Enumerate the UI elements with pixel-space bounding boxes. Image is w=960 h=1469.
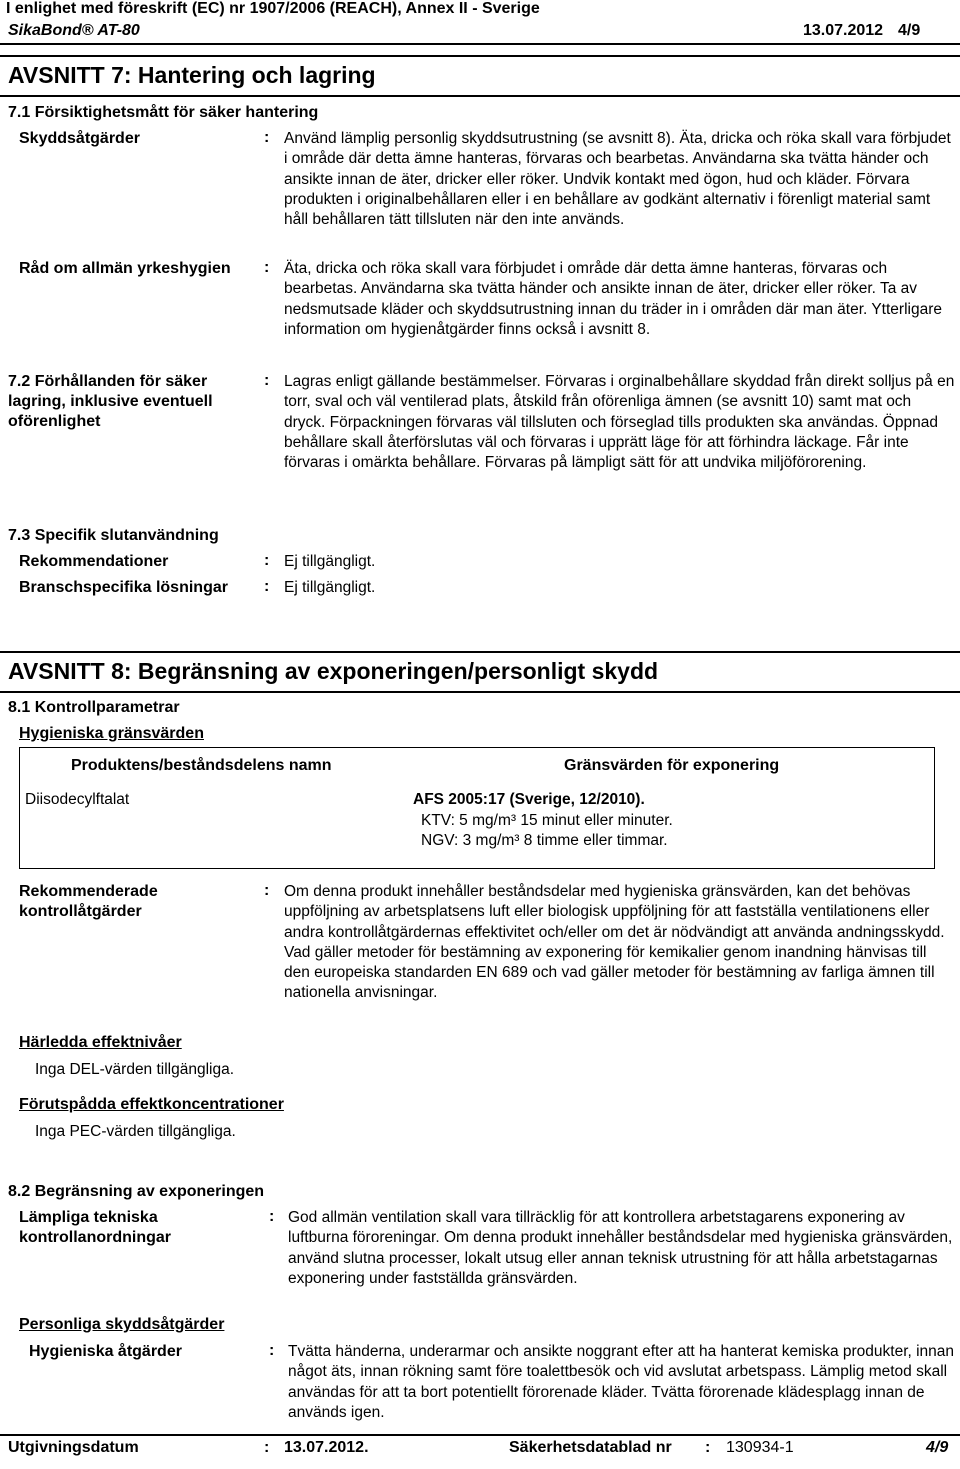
subsection-7-3-title: 7.3 Specifik slutanvändning [8, 527, 219, 544]
colon-separator: : [264, 552, 270, 569]
hygiene-measures-label: Hygieniska åtgärder [29, 1343, 182, 1360]
page-header [0, 0, 960, 43]
sds-number-value: 130934-1 [726, 1439, 794, 1456]
engineering-controls-text: God allmän ventilation skall vara tillräcklig för att kontrollera arbetstagarens exponering av luftburna föroreningar. Om denna produkt innehåller beståndsdelar med hygieniska gränsvärden, använd slutna processer, lokalt utsug eller annan teknisk utrustning för att hålla arbetstagarnas exponering under fastställda gränsvärden. [288, 1209, 953, 1287]
colon-separator: : [269, 1208, 275, 1225]
hygiene-advice-text: Äta, dricka och röka skall vara förbjudet i område där detta ämne hanteras, förvaras och bearbetas. Användarna ska tvätta händer och ansikte innan de äter, dricker eller röker. Ta av nedsmutsade kläder och skyddsutrustning innan du träder in i områden där man äter. Ytterligare information om hygienåtgärder finns också i avsnitt 8. [284, 260, 942, 338]
colon-separator: : [264, 882, 270, 899]
recommendations-text: Ej tillgängligt. [284, 553, 376, 570]
dnel-title: Härledda effektnivåer [19, 1034, 182, 1051]
protective-measures-text: Använd lämplig personlig skyddsutrustning (se avsnitt 8). Äta, dricka och röka skall vara förbjudet i område där detta ämne hanteras, förvaras och bearbetas. Användarna ska tvätta händer och ansikte innan de äter, dricker eller röker. Undvik kontakt med ögon, hud och kläder. Förvara produkten i originalbehållaren eller i en behållare av godkänt alternativ i förenligt material samt håll behållaren tätt tillsluten när den inte används. [284, 130, 951, 229]
section-7-header [0, 55, 960, 97]
recommended-controls-text: Om denna produkt innehåller beståndsdelar med hygieniska gränsvärden, kan det behövas uppföljning av arbetsplatsens luft eller biologisk uppföljning för att fastställa ventilationens eller andra kontrollåtgärdernas effektivitet och/eller om det är nödvändigt att använda andningsskydd. Vad gäller metoder för bestämning av exponering för kemikalier genom inandning hänvisas till den europeiska standarden EN 689 och vad gäller metoder för bestämning av farliga ämnen till nationella anvisningar. [284, 883, 945, 1002]
header-page-number: 4/9 [898, 22, 921, 39]
colon-separator: : [264, 129, 270, 146]
product-name: SikaBond® AT-80 [8, 22, 140, 39]
footer-page-number: 4/9 [926, 1439, 949, 1456]
table-header-limits: Gränsvärden för exponering [564, 757, 780, 774]
engineering-controls-label: Lämpliga tekniska kontrollanordningar [19, 1209, 171, 1246]
subsection-8-1-title: 8.1 Kontrollparametrar [8, 699, 180, 716]
colon-separator: : [264, 259, 270, 276]
regulation-title: I enlighet med föreskrift (EC) nr 1907/2006 (REACH), Annex II - Sverige [6, 0, 540, 17]
header-divider [0, 43, 960, 45]
ktv-limit: KTV: 5 mg/m³ 15 minut eller minuter. [421, 812, 673, 829]
sds-number-label: Säkerhetsdatablad nr [509, 1439, 672, 1456]
dnel-text: Inga DEL-värden tillgängliga. [35, 1061, 235, 1078]
colon-separator: : [269, 1342, 275, 1359]
personal-protection-title: Personliga skyddsåtgärder [19, 1316, 225, 1333]
subsection-8-2-title: 8.2 Begränsning av exponeringen [8, 1183, 265, 1200]
exposure-limits-table [19, 747, 935, 869]
occupational-limits-title: Hygieniska gränsvärden [19, 725, 204, 742]
recommendations-label: Rekommendationer [19, 553, 169, 570]
protective-measures-label: Skyddsåtgärder [19, 130, 140, 147]
storage-conditions-label: 7.2 Förhållanden för säker lagring, inklusive eventuell oförenlighet [8, 373, 213, 430]
footer-divider [0, 1434, 960, 1436]
pnec-text: Inga PEC-värden tillgängliga. [35, 1123, 236, 1140]
colon-separator: : [264, 578, 270, 595]
issue-date-value: 13.07.2012. [284, 1439, 369, 1456]
ngv-limit: NGV: 3 mg/m³ 8 timme eller timmar. [421, 832, 668, 849]
hygiene-advice-label: Råd om allmän yrkeshygien [19, 260, 231, 277]
colon-separator: : [264, 1439, 270, 1456]
sector-solutions-text: Ej tillgängligt. [284, 579, 376, 596]
issue-date-label: Utgivningsdatum [8, 1439, 139, 1456]
hygiene-measures-text: Tvätta händerna, underarmar och ansikte noggrant efter att ha hanterat kemiska produkter, innan något äts, innan rökning samt före toalettbesök och vid avslutat arbetspass. Lämplig metod skall användas för att ta bort potentiellt förorenade kläder. Tvätta förorenade klädesplagg innan de används igen. [288, 1343, 955, 1421]
section-7-title: AVSNITT 7: Hantering och lagring [8, 62, 376, 88]
subsection-7-1-title: 7.1 Försiktighetsmått för säker hantering [8, 104, 319, 121]
recommended-controls-label: Rekommenderade kontrollåtgärder [19, 883, 158, 920]
storage-conditions-text: Lagras enligt gällande bestämmelser. Förvaras i orginalbehållare skyddad från direkt solljus på en torr, sval och väl ventilerad plats, åtskild från oförenliga ämnen (se avsnitt 10) samt mat och dryck. Förpackningen förvaras väl tillsluten och förseglad tills produkten ska användas. Öppnad behållare skall återförslutas väl och förvaras i upprätt läge för att förhindra läckage. Får inte förvaras i omärkta behållare. Förvaras på lämpligt sätt för att undvika miljöförorening. [284, 373, 955, 472]
table-header-name: Produktens/beståndsdelens namn [71, 757, 332, 774]
section-8-title: AVSNITT 8: Begränsning av exponeringen/personligt skydd [8, 658, 659, 684]
header-date: 13.07.2012 [803, 22, 884, 39]
colon-separator: : [264, 372, 270, 389]
pnec-title: Förutspådda effektkoncentrationer [19, 1096, 284, 1113]
limit-reference: AFS 2005:17 (Sverige, 12/2010). [413, 791, 645, 808]
sector-solutions-label: Branschspecifika lösningar [19, 579, 228, 596]
section-8-header [0, 651, 960, 693]
colon-separator: : [705, 1439, 711, 1456]
substance-name: Diisodecylftalat [25, 791, 130, 808]
